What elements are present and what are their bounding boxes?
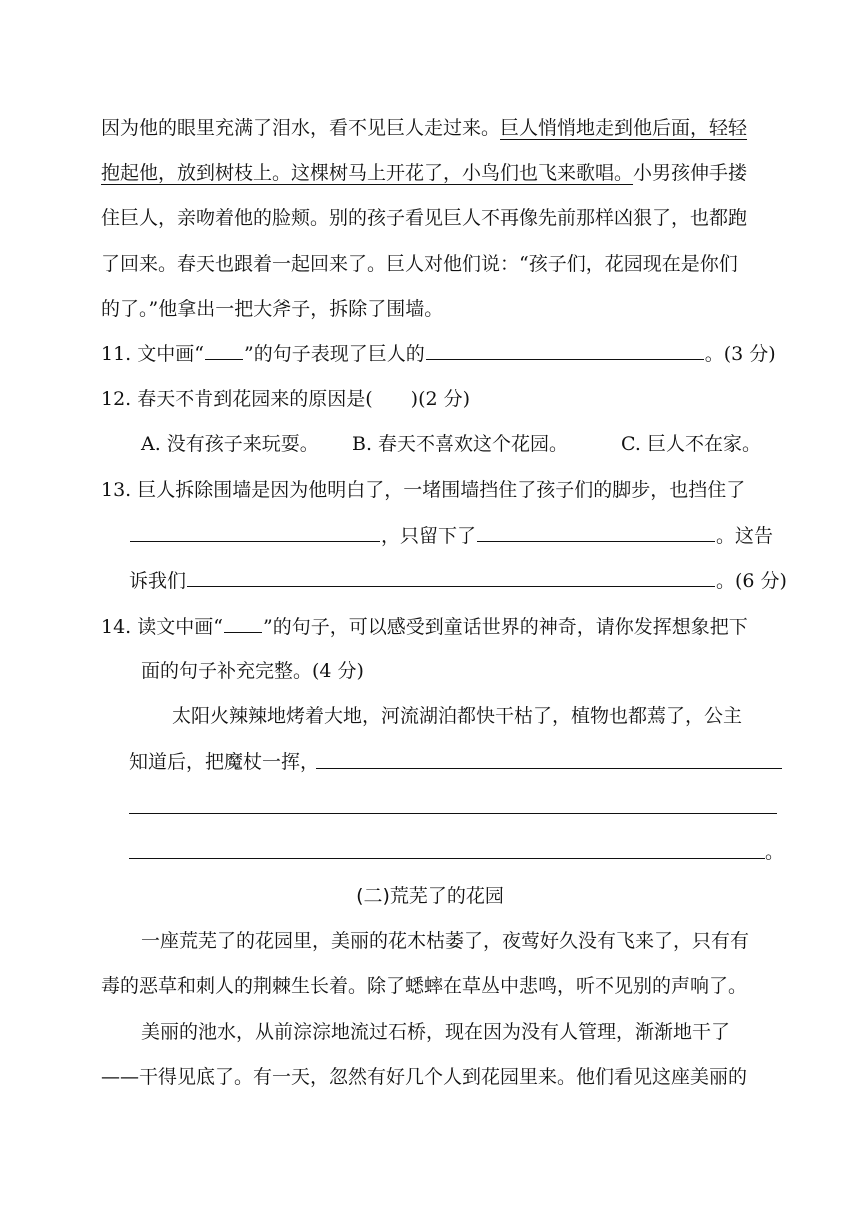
option-a[interactable]: A. 没有孩子来玩耍。 xyxy=(141,433,319,455)
question-number: 14. xyxy=(101,616,132,638)
section2-line-2: 毒的恶草和刺人的荆棘生长着。除了蟋蟀在草丛中悲鸣，听不见别的声响了。 xyxy=(101,975,748,997)
question-11 xyxy=(101,339,776,367)
option-c[interactable]: C. 巨人不在家。 xyxy=(621,433,761,455)
question-text: ”的句子表现了巨人的 xyxy=(243,343,425,365)
prompt-line-2 xyxy=(129,748,319,776)
underline-sample xyxy=(205,339,243,360)
underline-sample xyxy=(224,612,262,633)
section-title: (二)荒芜了的花园 xyxy=(356,885,504,907)
question-number: 13. xyxy=(101,479,132,501)
question-13-line-3 xyxy=(129,566,787,594)
question-14-line-2: 面的句子补充完整。(4 分) xyxy=(141,660,364,682)
underlined-sentence: 巨人悄悄地走到他后面，轻轻 xyxy=(500,117,748,139)
question-text: ，只留下了 xyxy=(381,525,477,547)
question-12 xyxy=(101,385,470,413)
question-text: 巨人拆除围墙是因为他明白了，一堵围墙挡住了孩子们的脚步，也挡住了 xyxy=(137,479,746,501)
passage-line-5: 的了。”他拿出一把大斧子，拆除了围墙。 xyxy=(101,298,444,320)
question-text: 诉我们 xyxy=(129,570,187,592)
prompt-line-1: 太阳火辣辣地烤着大地，河流湖泊都快干枯了，植物也都蔫了，公主 xyxy=(172,705,743,727)
section2-line-4: ——干得见底了。有一天，忽然有好几个人到花园里来。他们看见这座美丽的 xyxy=(101,1066,748,1088)
answer-blank[interactable] xyxy=(426,339,704,360)
answer-blank[interactable] xyxy=(130,521,380,542)
question-13 xyxy=(101,476,745,504)
answer-blank[interactable] xyxy=(477,521,715,542)
passage-text: 因为他的眼里充满了泪水，看不见巨人走过来。 xyxy=(101,117,501,139)
prompt-text: 知道后，把魔杖一挥， xyxy=(129,751,320,773)
passage-line-3: 住巨人，亲吻着他的脸颊。别的孩子看见巨人不再像先前那样凶狠了，也都跑 xyxy=(101,207,748,229)
question-points: 。(6 分) xyxy=(716,570,787,592)
section2-line-1: 一座荒芜了的花园里，美丽的花木枯萎了，夜莺好久没有飞来了，只有有 xyxy=(141,930,750,952)
answer-line[interactable] xyxy=(129,858,765,859)
passage-line-1 xyxy=(101,114,747,142)
question-points: 。(3 分) xyxy=(704,343,776,365)
answer-line[interactable] xyxy=(316,768,782,769)
question-text: 春天不肯到花园来的原因是( )(2 分) xyxy=(137,388,471,410)
question-text: 。这告 xyxy=(716,525,774,547)
question-number: 12. xyxy=(101,388,132,410)
question-text: 文中画“ xyxy=(137,343,204,365)
question-text: 读文中画“ xyxy=(137,616,223,638)
section2-line-3: 美丽的池水，从前淙淙地流过石桥，现在因为没有人管理，渐渐地干了 xyxy=(141,1021,731,1043)
answer-blank[interactable] xyxy=(187,566,715,587)
question-text: ”的句子，可以感受到童话世界的神奇，请你发挥想象把下 xyxy=(262,616,748,638)
question-14 xyxy=(101,612,748,640)
answer-line[interactable] xyxy=(129,813,777,814)
question-13-line-2 xyxy=(129,521,773,549)
question-number: 11. xyxy=(101,343,132,365)
option-b[interactable]: B. 春天不喜欢这个花园。 xyxy=(352,433,569,455)
passage-line-2 xyxy=(101,159,747,187)
underlined-sentence: 抱起他，放到树枝上。这棵树马上开花了，小鸟们也飞来歌唱。 xyxy=(101,162,634,184)
passage-text: 小男孩伸手搂 xyxy=(633,162,748,184)
end-mark: 。 xyxy=(765,841,785,863)
passage-line-4: 了回来。春天也跟着一起回来了。巨人对他们说：“孩子们，花园现在是你们 xyxy=(101,253,738,275)
